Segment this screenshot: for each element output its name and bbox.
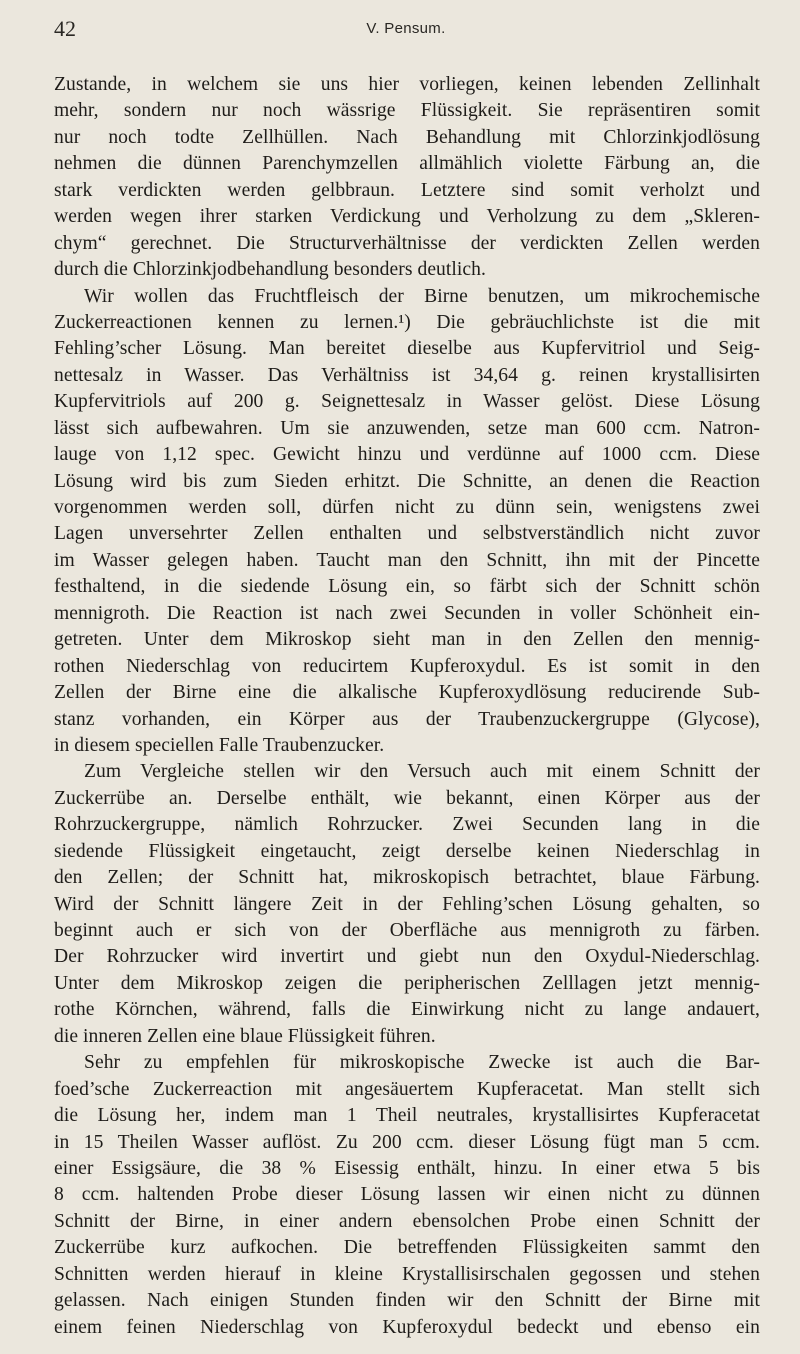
text-line: rothe Körnchen, während, falls die Einwirkung nicht zu lange andauert,: [54, 999, 760, 1021]
text-line: Wird der Schnitt längere Zeit in der Fehling’schen Lösung gehalten, so: [54, 893, 760, 915]
text-line: in diesem speciellen Falle Traubenzucker.: [54, 734, 385, 756]
text-line: foed’sche Zuckerreaction mit angesäuertem Kupferacetat. Man stellt sich: [54, 1078, 760, 1100]
page-number: 42: [54, 16, 76, 41]
text-line: in 15 Theilen Wasser auflöst. Zu 200 ccm. dieser Lösung fügt man 5 ccm.: [54, 1131, 760, 1153]
text-line: Sehr zu empfehlen für mikroskopische Zwecke ist auch die Bar-: [84, 1052, 760, 1074]
text-line: Lösung wird bis zum Sieden erhitzt. Die Schnitte, an denen die Reaction: [54, 470, 760, 492]
text-line: Lagen unversehrter Zellen enthalten und selbstverständlich nicht zuvor: [54, 523, 760, 545]
text-line: Zustande, in welchem sie uns hier vorliegen, keinen lebenden Zellinhalt: [54, 74, 760, 95]
text-line: den Zellen; der Schnitt hat, mikroskopisch betrachtet, blaue Färbung.: [54, 867, 760, 889]
text-line: Unter dem Mikroskop zeigen die peripherischen Zelllagen jetzt mennig-: [54, 972, 760, 994]
text-line: mennigroth. Die Reaction ist nach zwei Secunden in voller Schönheit ein-: [54, 602, 760, 624]
text-line: Rohrzuckergruppe, nämlich Rohrzucker. Zwei Secunden lang in die: [54, 814, 760, 836]
text-line: Kupfervitriols auf 200 g. Seignettesalz in Wasser gelöst. Diese Lösung: [54, 391, 760, 413]
text-line: lauge von 1,12 spec. Gewicht hinzu und verdünne auf 1000 ccm. Diese: [54, 444, 760, 466]
text-line: durch die Chlorzinkjodbehandlung besonders deutlich.: [54, 259, 486, 281]
text-line: Zuckerrübe kurz aufkochen. Die betreffenden Flüssigkeiten sammt den: [54, 1237, 760, 1259]
text-line: 8 ccm. haltenden Probe dieser Lösung lassen wir einen nicht zu dünnen: [54, 1184, 760, 1206]
text-line: vorgenommen werden soll, dürfen nicht zu dünn sein, wenigstens zwei: [54, 497, 760, 518]
text-line: siedende Flüssigkeit eingetaucht, zeigt derselbe keinen Niederschlag in: [54, 840, 760, 862]
text-line: Schnitt der Birne, in einer andern ebensolchen Probe einen Schnitt der: [54, 1210, 760, 1232]
text-line: im Wasser gelegen haben. Taucht man den Schnitt, ihn mit der Pincette: [54, 549, 760, 571]
text-line: die inneren Zellen eine blaue Flüssigkeit führen.: [54, 1025, 436, 1047]
text-line: getreten. Unter dem Mikroskop sieht man in den Zellen den mennig-: [54, 629, 760, 651]
text-line: gelassen. Nach einigen Stunden finden wir den Schnitt der Birne mit: [54, 1290, 760, 1312]
text-line: nettesalz in Wasser. Das Verhältniss ist 34,64 g. reinen krystallisirten: [54, 364, 760, 386]
text-line: chym“ gerechnet. Die Structurverhältnisse der verdickten Zellen werden: [54, 232, 760, 254]
text-line: Wir wollen das Fruchtfleisch der Birne benutzen, um mikrochemische: [84, 285, 760, 307]
text-line: nur noch todte Zellhüllen. Nach Behandlung mit Chlorzinkjodlösung: [54, 126, 760, 148]
running-title: V. Pensum.: [366, 20, 446, 37]
text-line: Zuckerrübe an. Derselbe enthält, wie bekannt, einen Körper aus der: [54, 787, 760, 809]
text-line: nehmen die dünnen Parenchymzellen allmählich violette Färbung an, die: [54, 153, 760, 175]
text-line: festhaltend, in die siedende Lösung ein, so färbt sich der Schnitt schön: [54, 576, 760, 598]
text-line: rothen Niederschlag von reducirtem Kupferoxydul. Es ist somit in den: [54, 655, 760, 677]
text-line: einer Essigsäure, die 38 % Eisessig enthält, hinzu. In einer etwa 5 bis: [54, 1157, 760, 1179]
text-line: lässt sich aufbewahren. Um sie anzuwenden, setze man 600 ccm. Natron-: [54, 417, 760, 439]
body-text: [54, 72, 760, 1341]
text-line: Zum Vergleiche stellen wir den Versuch auch mit einem Schnitt der: [84, 761, 760, 783]
text-line: werden wegen ihrer starken Verdickung und Verholzung zu dem „Skleren-: [54, 206, 760, 228]
text-line: mehr, sondern nur noch wässrige Flüssigkeit. Sie repräsentiren somit: [54, 100, 760, 122]
text-line: Der Rohrzucker wird invertirt und giebt nun den Oxydul-Niederschlag.: [54, 946, 760, 968]
text-line: Fehling’scher Lösung. Man bereitet dieselbe aus Kupfervitriol und Seig-: [54, 338, 760, 360]
text-line: Zuckerreactionen kennen zu lernen.¹) Die gebräuchlichste ist die mit: [54, 311, 760, 333]
text-line: Schnitten werden hierauf in kleine Krystallisirschalen gegossen und stehen: [54, 1263, 760, 1285]
text-line: stark verdickten werden gelbbraun. Letztere sind somit verholzt und: [54, 179, 760, 201]
text-line: die Lösung her, indem man 1 Theil neutrales, krystallisirtes Kupferacetat: [54, 1105, 760, 1127]
text-line: beginnt auch er sich von der Oberfläche aus mennigroth zu färben.: [54, 920, 760, 941]
text-line: einem feinen Niederschlag von Kupferoxydul bedeckt und ebenso ein: [54, 1316, 760, 1338]
text-line: stanz vorhanden, ein Körper aus der Traubenzuckergruppe (Glycose),: [54, 708, 760, 730]
text-line: Zellen der Birne eine die alkalische Kupferoxydlösung reducirende Sub-: [54, 682, 760, 704]
page-header: [54, 16, 758, 48]
